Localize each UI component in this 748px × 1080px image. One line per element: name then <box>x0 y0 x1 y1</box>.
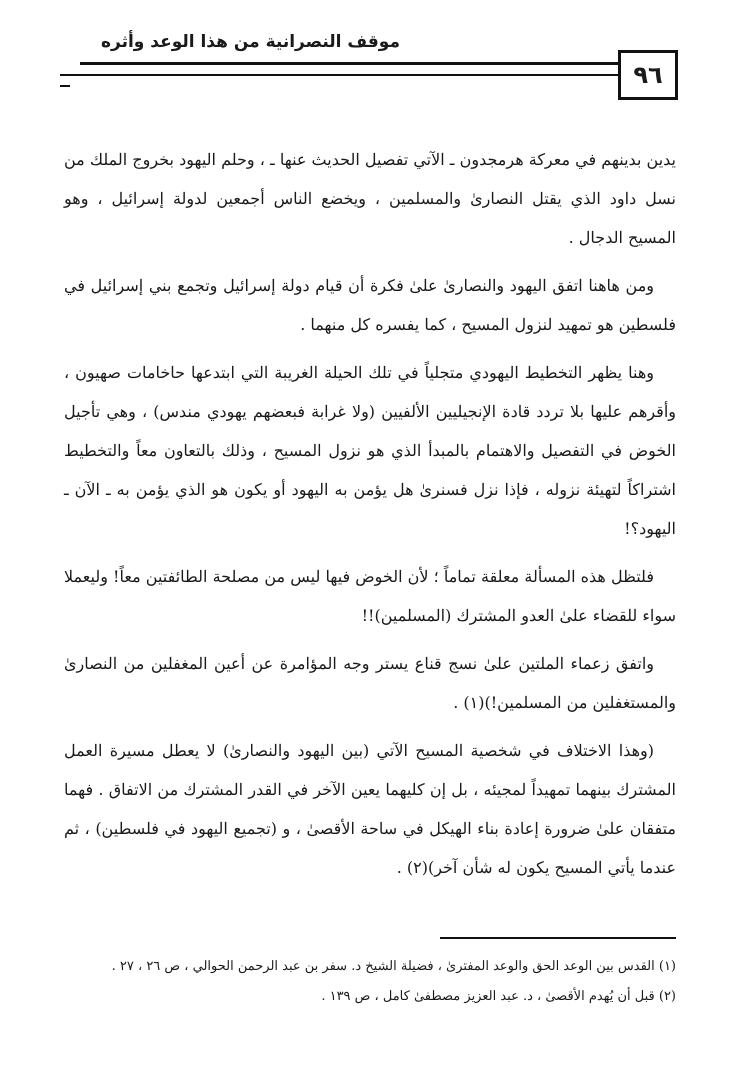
paragraph: وهنا يظهر التخطيط اليهودي متجلياً في تلك الحيلة الغريبة التي ابتدعها حاخامات صهيون ، وأقرهم عليها بلا تردد قادة الإنجيليين الألفيين (ولا غرابة فبعضهم يهودي مندس) ، وهي تأجيل الخوض في التفصيل والاهتمام بالمبدأ الذي هو نزول المسيح ، وذلك بالتعاون معاً والتخطيط اشتراكاً لتهيئة نزوله ، فإذا نزل فسنرىٰ هل يؤمن به اليهود أو يكون هو الذي يؤمن به ـ الآن ـ اليهود؟! <box>64 363 676 538</box>
running-title: موقف النصرانية من هذا الوعد وأثره <box>100 32 400 52</box>
footnote: (١) القدس بين الوعد الحق والوعد المفترىٰ ، فضيلة الشيخ د. سفر بن عبد الرحمن الحوالي ، ص ٢٦ ، ٢٧ . <box>111 959 676 974</box>
footnote-separator <box>440 937 676 939</box>
page-header <box>0 0 748 110</box>
header-rule-lower <box>60 74 678 76</box>
footnotes <box>64 952 676 1012</box>
paragraph: فلتظل هذه المسألة معلقة تماماً ؛ لأن الخوض فيها ليس من مصلحة الطائفتين معاً! وليعملا سواء للقضاء علىٰ العدو المشترك (المسلمين)!! <box>64 567 676 625</box>
paragraph: واتفق زعماء الملتين علىٰ نسج قناع يستر وجه المؤامرة عن أعين المغفلين من النصارىٰ والمستغفلين من المسلمين!)(١) . <box>64 654 676 712</box>
page-number: ٩٦ <box>618 50 678 100</box>
header-rule <box>80 62 678 65</box>
header-rule-tick <box>60 85 70 87</box>
footnote: (٢) قبل أن يُهدم الأقصىٰ ، د. عبد العزيز مصطفىٰ كامل ، ص ١٣٩ . <box>321 989 676 1004</box>
paragraph: ومن هاهنا اتفق اليهود والنصارىٰ علىٰ فكرة أن قيام دولة إسرائيل وتجمع بني إسرائيل في فلسطين هو تمهيد لنزول المسيح ، كما يفسره كل منهما . <box>64 276 676 334</box>
paragraph: (وهذا الاختلاف في شخصية المسيح الآتي (بين اليهود والنصارىٰ) لا يعطل مسيرة العمل المشترك بينهما تمهيداً لمجيئه ، بل إن كليهما يعين الآخر في القدر المشترك من الاتفاق . فهما متفقان علىٰ ضرورة إعادة بناء الهيكل في ساحة الأقصىٰ ، و (تجميع اليهود في فلسطين) ، ثم عندما يأتي المسيح يكون له شأن آخر)(٢) . <box>64 741 676 877</box>
paragraph: يدين بدينهم في معركة هرمجدون ـ الآتي تفصيل الحديث عنها ـ ، وحلم اليهود بخروج الملك من نسل داود الذي يقتل النصارىٰ والمسلمين ، ويخضع الناس أجمعين لدولة إسرائيل ، وهو المسيح الدجال . <box>64 150 676 247</box>
body-text <box>64 140 676 896</box>
